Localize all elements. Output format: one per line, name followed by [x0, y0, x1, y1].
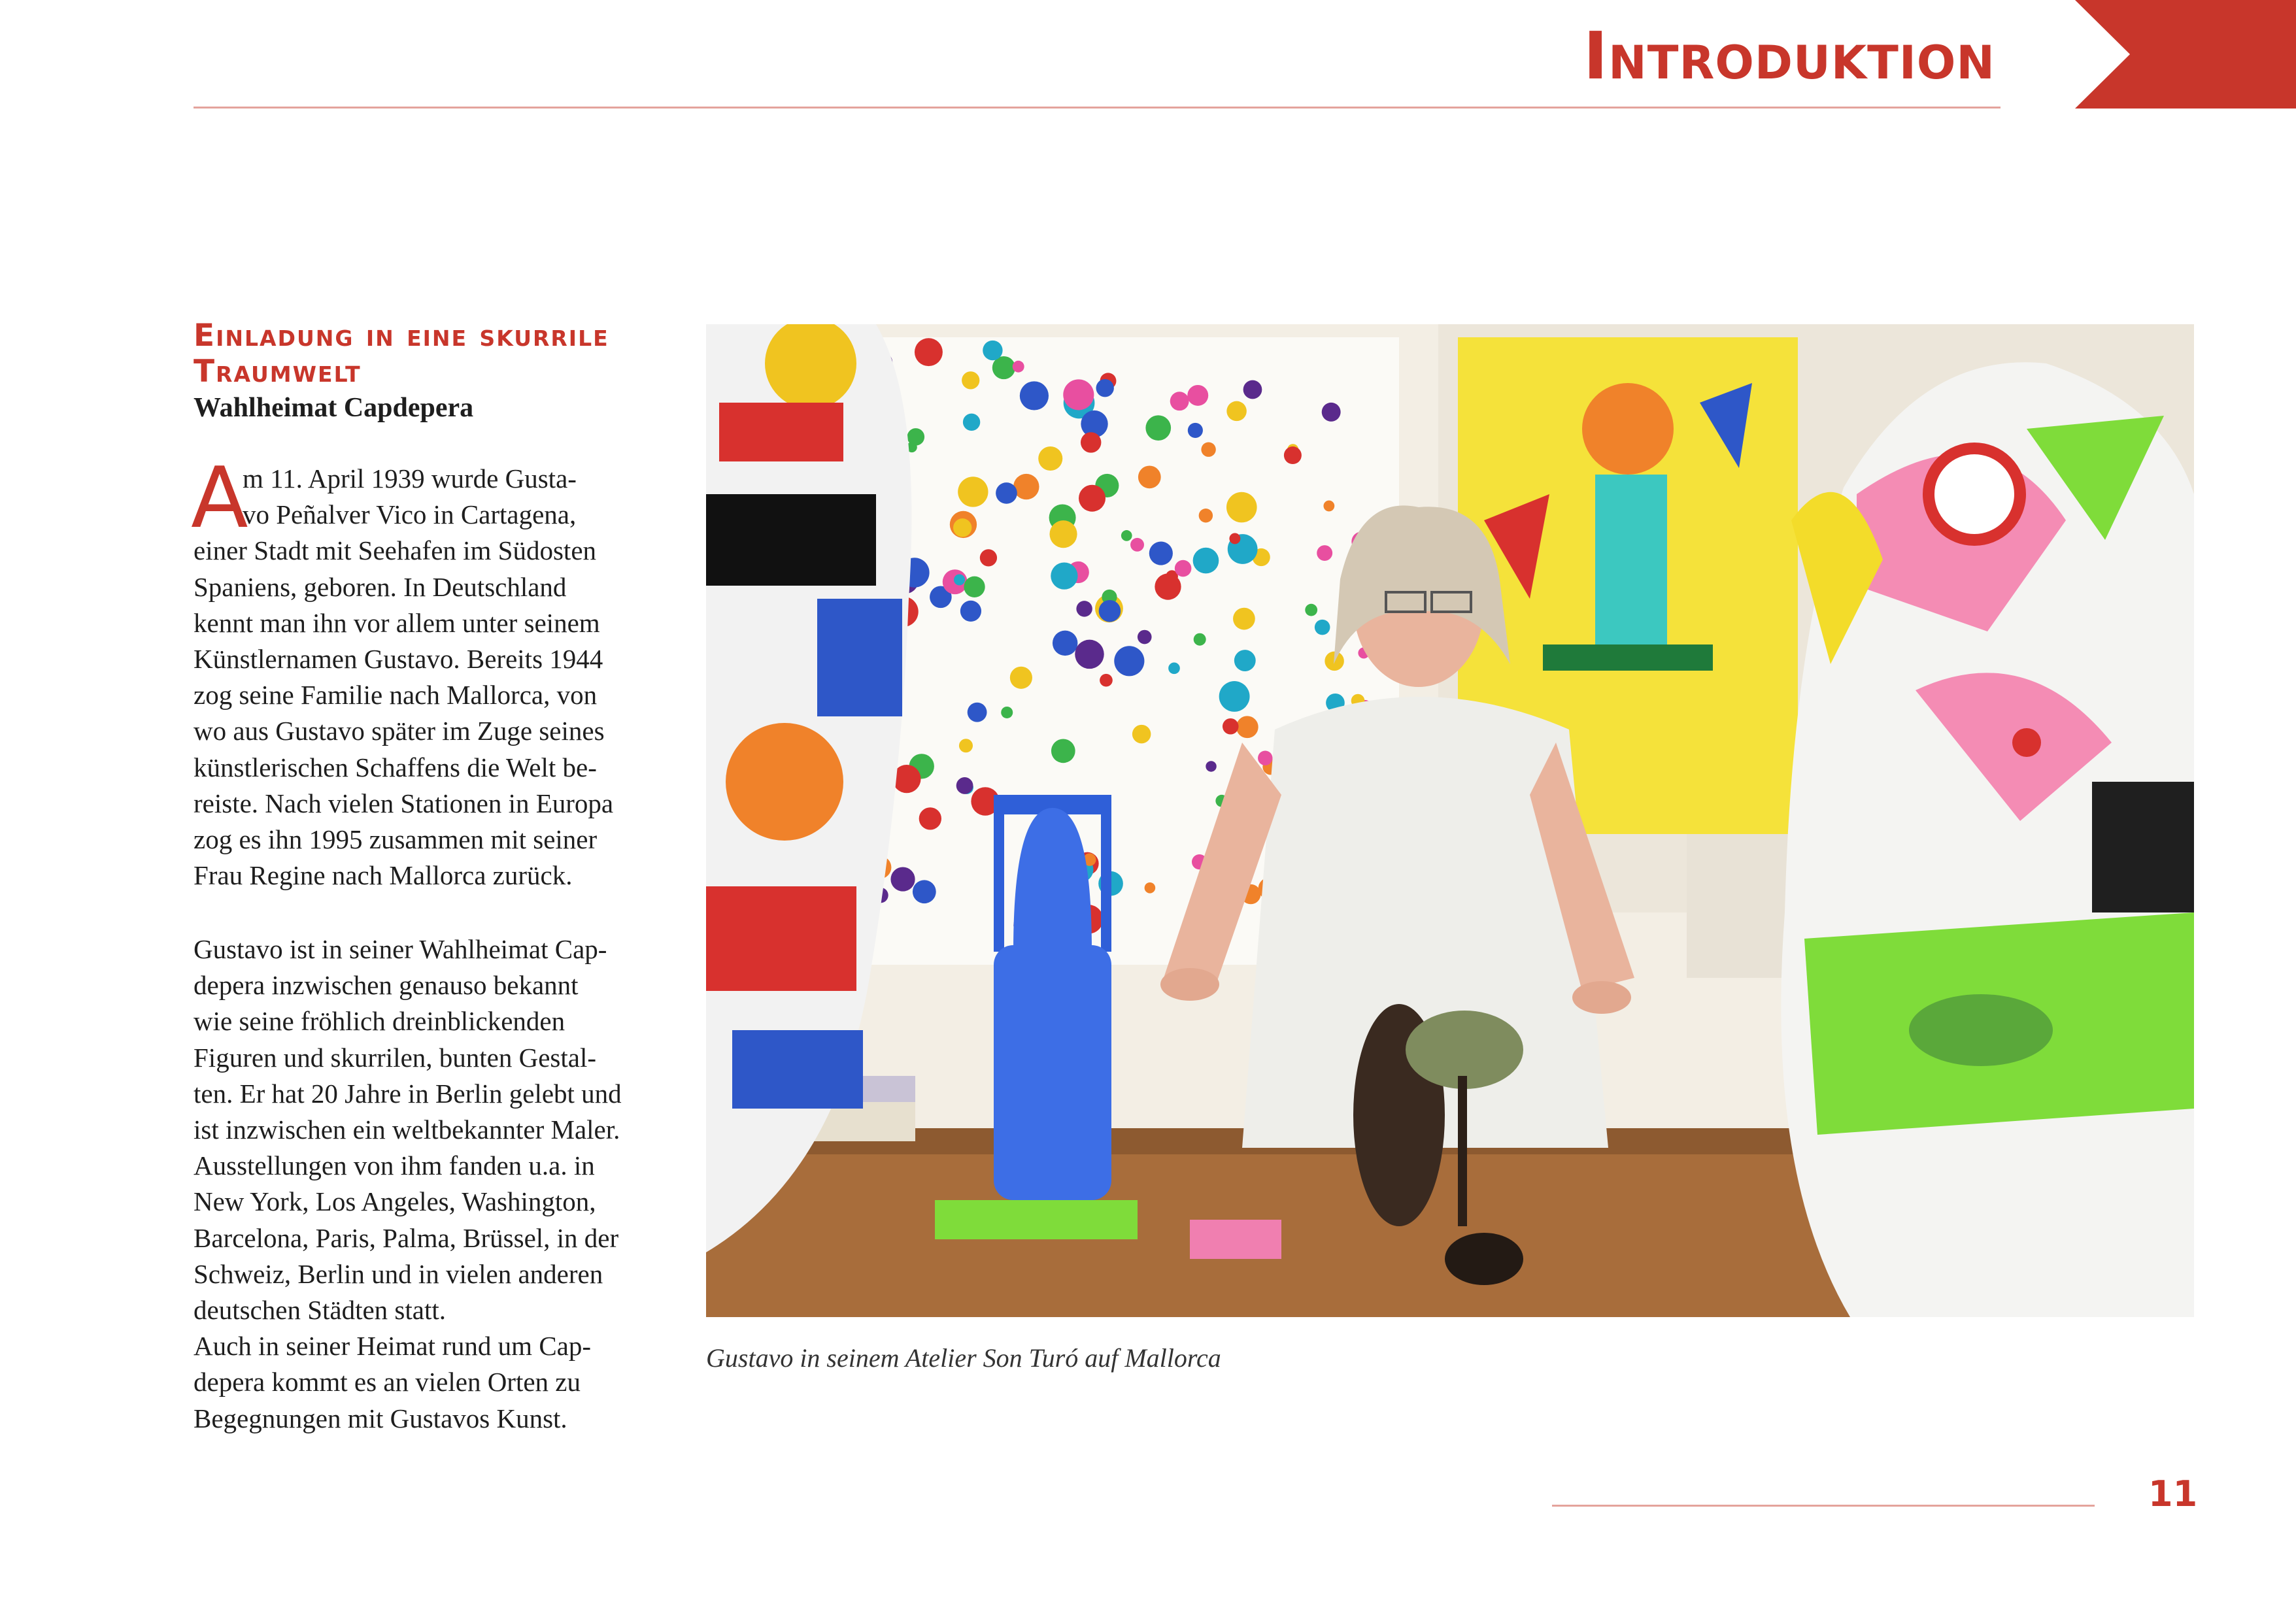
doodle-figure: [1315, 620, 1330, 635]
doodle-figure: [1079, 485, 1106, 512]
doodle-figure: [1226, 401, 1247, 422]
drop-cap: A: [191, 450, 248, 547]
doodle-figure: [1236, 716, 1258, 738]
doodle-figure: [1013, 474, 1039, 499]
doodle-figure: [913, 880, 936, 903]
doodle-figure: [1258, 751, 1272, 765]
body-text-line: Barcelona, Paris, Palma, Brüssel, in der: [194, 1222, 619, 1253]
doodle-figure: [960, 601, 981, 622]
body-text-line: wo aus Gustavo später im Zuge seines: [194, 716, 605, 746]
doodle-figure: [1199, 509, 1213, 522]
article-heading-line: Traumwelt: [194, 354, 362, 390]
body-text-line: kennt man ihn vor allem unter seinem: [194, 607, 600, 638]
doodle-figure: [1132, 725, 1151, 744]
footer-divider: [1552, 1505, 2095, 1507]
doodle-figure: [1233, 608, 1255, 630]
doodle-figure: [1194, 633, 1206, 646]
body-text-line: ist inzwischen ein weltbekannter Maler.: [194, 1114, 620, 1145]
article-paragraph-1: [191, 450, 690, 894]
doodle-figure: [1317, 545, 1332, 561]
article-paragraph-2: [194, 931, 690, 1437]
doodle-figure: [1168, 662, 1180, 674]
atelier-photo: [706, 324, 2194, 1317]
doodle-figure: [1323, 501, 1334, 512]
body-text-line: reiste. Nach vielen Stationen in Europa: [194, 788, 614, 818]
doodle-figure: [980, 549, 997, 566]
body-text-line: zog es ihn 1995 zusammen mit seiner: [194, 824, 598, 855]
doodle-figure: [996, 482, 1017, 504]
doodle-figure: [1223, 718, 1239, 735]
doodle-figure: [1020, 381, 1049, 410]
doodle-figure: [1053, 631, 1077, 656]
body-text-line: Begegnungen mit Gustavos Kunst.: [194, 1403, 567, 1433]
doodle-figure: [1100, 674, 1113, 687]
doodle-figure: [958, 477, 988, 507]
doodle-figure: [1201, 443, 1215, 457]
doodle-figure: [1170, 392, 1189, 410]
doodle-figure: [1145, 415, 1171, 441]
doodle-figure: [1145, 882, 1156, 894]
doodle-figure: [1099, 600, 1121, 622]
body-text-line: einer Stadt mit Seehafen im Südosten: [194, 535, 597, 566]
doodle-figure: [1284, 446, 1302, 464]
doodle-figure: [1049, 520, 1077, 548]
page-number: 11: [2148, 1473, 2198, 1514]
doodle-figure: [1234, 650, 1256, 671]
doodle-figure: [1096, 379, 1113, 397]
doodle-figure: [1322, 403, 1341, 422]
body-text-line: Ausstellungen von ihm fanden u.a. in: [194, 1150, 595, 1181]
body-text-line: ten. Er hat 20 Jahre in Berlin gelebt und: [194, 1078, 622, 1109]
doodle-figure: [1175, 560, 1192, 577]
doodle-figure: [1051, 562, 1077, 589]
doodle-figure: [1051, 739, 1075, 763]
doodle-figure: [1063, 379, 1094, 410]
doodle-figure: [1193, 548, 1219, 574]
doodle-figure: [1114, 646, 1144, 676]
doodle-figure: [1076, 601, 1092, 616]
doodle-figure: [962, 371, 979, 389]
body-text-line: wie seine fröhlich dreinblickenden: [194, 1006, 566, 1037]
doodle-figure: [1138, 465, 1161, 488]
body-text-line: Frau Regine nach Mallorca zurück.: [194, 860, 573, 891]
body-text-line: zog seine Familie nach Mallorca, von: [194, 680, 598, 711]
body-text-line: Schweiz, Berlin und in vielen anderen: [194, 1258, 603, 1289]
photo-caption: Gustavo in seinem Atelier Son Turó auf Mallorca: [706, 1343, 1221, 1373]
doodle-figure: [1305, 604, 1317, 616]
header-arrow-tab: [2015, 0, 2296, 109]
doodle-figure: [1243, 380, 1262, 399]
doodle-figure: [953, 518, 971, 537]
article-subheading: Wahlheimat Capdepera: [194, 393, 474, 423]
doodle-figure: [1038, 446, 1062, 471]
atelier-photo-illustration: [706, 324, 2194, 1317]
doodle-figure: [964, 577, 985, 597]
doodle-figure: [968, 703, 987, 722]
header-divider: [194, 107, 2001, 109]
doodle-figure: [983, 341, 1002, 360]
doodle-figure: [1229, 533, 1240, 544]
body-text-line: Künstlernamen Gustavo. Bereits 1944: [194, 644, 603, 675]
section-title: Introduktion: [1583, 18, 1995, 94]
doodle-figure: [1187, 385, 1208, 406]
body-text-line: depera kommt es an vielen Orten zu: [194, 1367, 581, 1397]
doodle-figure: [963, 414, 980, 431]
body-text-line: Gustavo ist in seiner Wahlheimat Cap-: [194, 934, 607, 964]
doodle-figure: [954, 575, 965, 586]
article-heading-line: Einladung in eine skurrile: [194, 318, 609, 354]
body-text-line: Spaniens, geboren. In Deutschland: [194, 571, 567, 602]
doodle-figure: [1130, 538, 1144, 552]
article-heading: [194, 318, 690, 390]
body-text-line: m 11. April 1939 wurde Gusta-: [243, 463, 577, 494]
body-text-line: vo Peñalver Vico in Cartagena,: [243, 499, 577, 530]
doodle-figure: [1010, 667, 1032, 689]
doodle-figure: [1001, 707, 1013, 718]
doodle-figure: [1219, 681, 1250, 712]
doodle-figure: [959, 739, 973, 752]
doodle-figure: [1149, 541, 1173, 565]
doodle-figure: [1013, 361, 1024, 373]
doodle-figure: [890, 867, 915, 891]
body-text-line: künstlerischen Schaffens die Welt be-: [194, 752, 597, 782]
doodle-figure: [1081, 432, 1101, 452]
body-text-line: deutschen Städten statt.: [194, 1295, 446, 1326]
body-text-line: Figuren und skurrilen, bunten Gestal-: [194, 1042, 597, 1073]
doodle-figure: [1075, 640, 1104, 669]
body-text-line: Auch in seiner Heimat rund um Cap-: [194, 1331, 592, 1362]
doodle-figure: [1138, 630, 1152, 644]
doodle-figure: [907, 428, 925, 446]
body-text-line: depera inzwischen genauso bekannt: [194, 970, 579, 1001]
doodle-figure: [1226, 492, 1257, 523]
doodle-figure: [915, 338, 943, 366]
doodle-figure: [1121, 530, 1132, 541]
doodle-figure: [919, 807, 941, 829]
doodle-figure: [956, 777, 973, 794]
doodle-figure: [1206, 761, 1216, 771]
doodle-figure: [1188, 423, 1203, 438]
body-text-line: New York, Los Angeles, Washington,: [194, 1186, 596, 1217]
